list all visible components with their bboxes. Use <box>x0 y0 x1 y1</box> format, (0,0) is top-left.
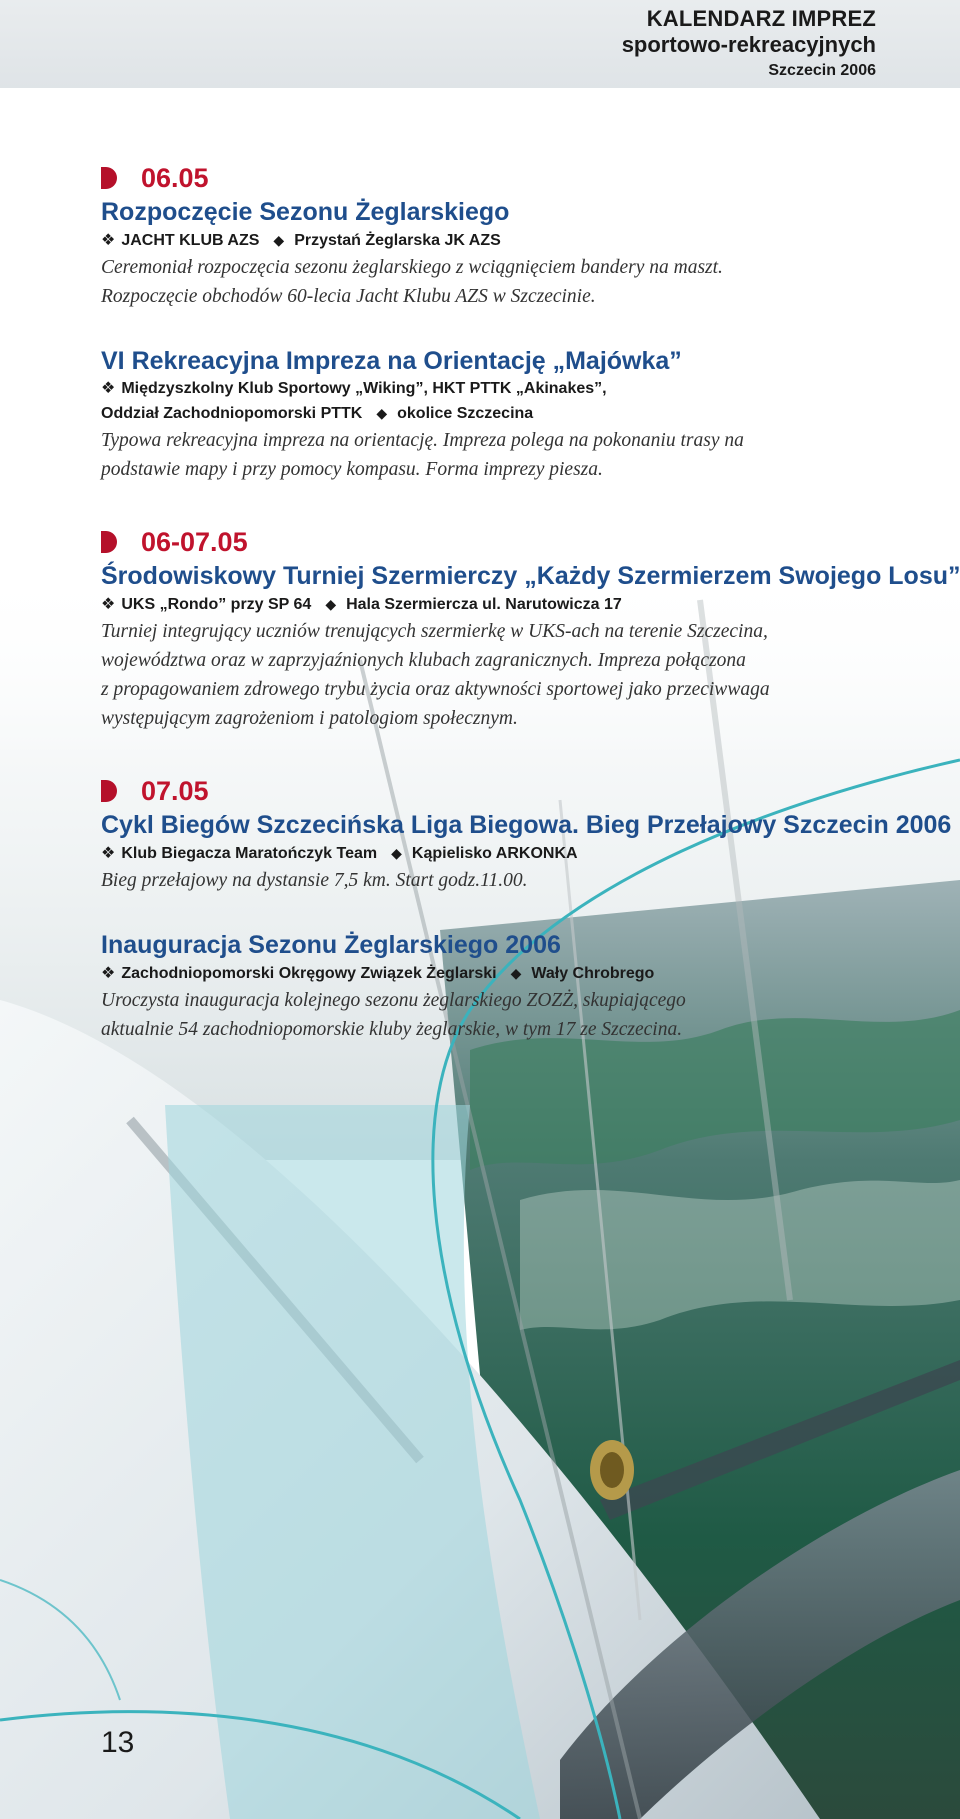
date-label: 06.05 <box>141 162 209 193</box>
event-title: Cykl Biegów Szczecińska Liga Biegowa. Bieg Przełajowy Szczecin 2006 <box>101 811 952 839</box>
event-item <box>101 929 881 1044</box>
event-description-line: Bieg przełajowy na dystansie 7,5 km. Start godz.11.00. <box>101 870 528 891</box>
event-description-line: aktualnie 54 zachodniopomorskie kluby żeglarskie, w tym 17 ze Szczecina. <box>101 1019 683 1040</box>
date-heading <box>101 160 881 196</box>
event-location: Hala Szermiercza ul. Narutowicza 17 <box>346 596 622 613</box>
event-list <box>101 160 960 1082</box>
event-title: Inauguracja Sezonu Żeglarskiego 2006 <box>101 931 561 959</box>
event-meta <box>101 228 881 253</box>
event-description-line: Typowa rekreacyjna impreza na orientację. Impreza polega na pokonaniu trasy na <box>101 430 744 451</box>
event-description-line: występującym zagrożeniom i patologiom społecznym. <box>101 708 518 729</box>
event-organizer: JACHT KLUB AZS <box>121 232 260 249</box>
event-meta <box>101 401 881 426</box>
four-diamond-icon: ❖ <box>101 965 116 982</box>
event-location: okolice Szczecina <box>397 405 534 422</box>
header-subtitle: sportowo-rekreacyjnych <box>621 32 876 58</box>
event-description-line: Ceremoniał rozpoczęcia sezonu żeglarskiego z wciągnięciem bandery na maszt. <box>101 257 723 278</box>
event-meta <box>101 961 881 986</box>
event-organizer: Zachodniopomorski Okręgowy Związek Żeglarski <box>121 965 497 982</box>
event-organizer: UKS „Rondo” przy SP 64 <box>121 596 312 613</box>
date-label: 06-07.05 <box>141 526 248 557</box>
event-organizer: Klub Biegacza Maratończyk Team <box>121 845 378 862</box>
date-heading <box>101 524 881 560</box>
event-location: Kąpielisko ARKONKA <box>411 845 578 862</box>
event-location: Wały Chrobrego <box>531 965 655 982</box>
four-diamond-icon: ❖ <box>101 232 116 249</box>
event-item <box>101 196 881 311</box>
event-description-line: podstawie mapy i przy pomocy kompasu. Forma imprezy piesza. <box>101 459 603 480</box>
event-organizer: Międzyszkolny Klub Sportowy „Wiking”, HKT PTTK „Akinakes”, <box>121 380 607 397</box>
diamond-icon: ◆ <box>510 965 522 981</box>
event-title: Środowiskowy Turniej Szermierczy „Każdy Szermierzem Swojego Losu” <box>101 562 960 590</box>
event-meta <box>101 592 881 617</box>
event-organizer: Oddział Zachodniopomorski PTTK <box>101 405 363 422</box>
diamond-icon: ◆ <box>391 845 402 861</box>
header-year: Szczecin 2006 <box>768 61 876 79</box>
date-label: 07.05 <box>141 775 209 806</box>
event-item <box>101 345 881 484</box>
event-description-line: z propagowaniem zdrowego trybu życia oraz aktywności sportowej jako przeciwwaga <box>101 679 770 700</box>
half-circle-bullet-icon <box>101 167 117 189</box>
date-heading <box>101 773 881 809</box>
page-header <box>622 6 876 80</box>
event-item <box>101 809 952 895</box>
header-title: KALENDARZ IMPREZ <box>646 6 876 31</box>
event-location: Przystań Żeglarska JK AZS <box>294 232 501 249</box>
half-circle-bullet-icon <box>101 780 117 802</box>
event-title: VI Rekreacyjna Impreza na Orientację „Majówka” <box>101 347 682 375</box>
half-circle-bullet-icon <box>101 531 117 553</box>
diamond-icon: ◆ <box>273 232 285 248</box>
event-description-line: Uroczysta inauguracja kolejnego sezonu żeglarskiego ZOZŻ, skupiającego <box>101 990 686 1011</box>
diamond-icon: ◆ <box>376 405 388 421</box>
page-number: 13 <box>101 1726 135 1759</box>
four-diamond-icon: ❖ <box>101 596 116 613</box>
event-description-line: Rozpoczęcie obchodów 60-lecia Jacht Klubu AZS w Szczecinie. <box>101 286 596 307</box>
event-title: Rozpoczęcie Sezonu Żeglarskiego <box>101 198 510 226</box>
diamond-icon: ◆ <box>325 596 337 612</box>
four-diamond-icon: ❖ <box>101 845 116 862</box>
four-diamond-icon: ❖ <box>101 380 116 397</box>
event-description-line: Turniej integrujący uczniów trenujących szermierkę w UKS-ach na terenie Szczecina, <box>101 621 768 642</box>
event-meta <box>101 377 881 401</box>
event-item <box>101 560 960 733</box>
event-meta <box>101 841 881 866</box>
event-description-line: województwa oraz w zaprzyjaźnionych klubach zagranicznych. Impreza połączona <box>101 650 746 671</box>
